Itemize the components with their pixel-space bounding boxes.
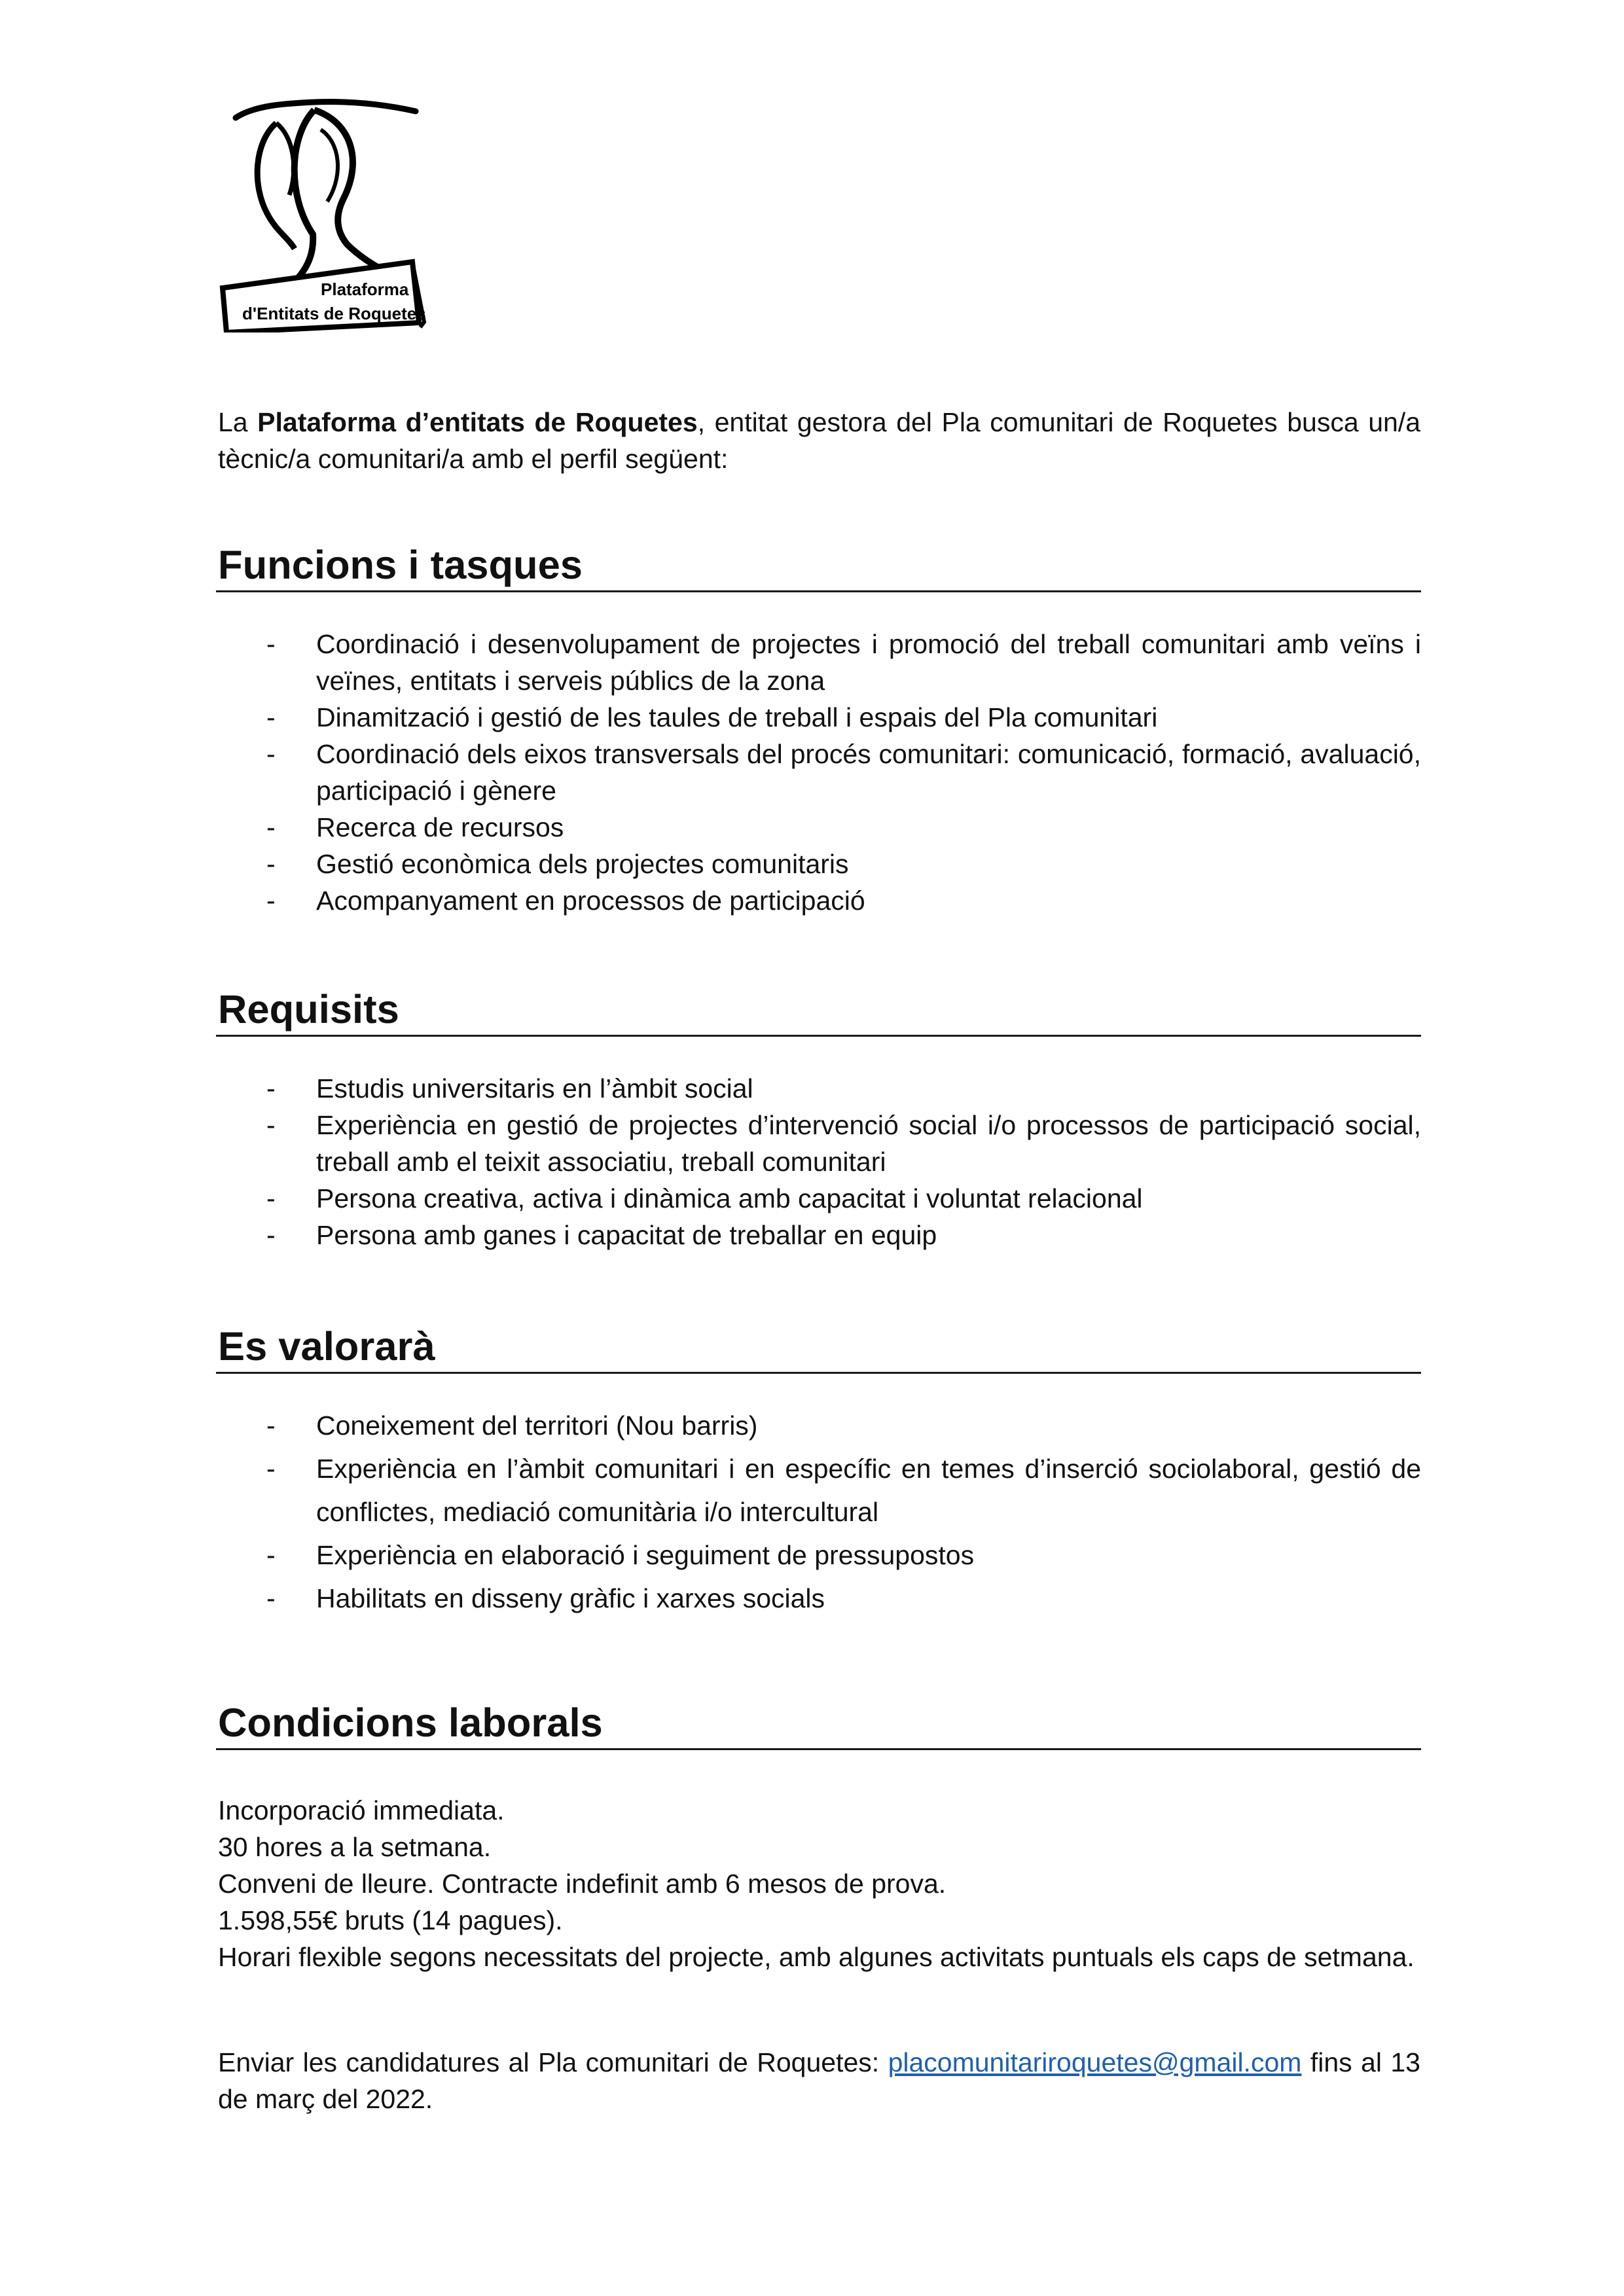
intro-prefix: La [218, 407, 258, 437]
logo-text-line2: d'Entitats de Roquetes [242, 304, 426, 323]
section-title-requisits: Requisits [216, 992, 1421, 1037]
list-dash: - [266, 739, 276, 769]
list-item: - Experiència en l’àmbit comunitari i en específic en temes d’inserció sociolaboral, gestió de conflictes, mediació comunitària i/o intercultural [216, 1447, 1421, 1534]
list-dash: - [266, 1110, 276, 1140]
list-item: - Coneixement del territori (Nou barris) [216, 1404, 1421, 1447]
logo-text-line1: Plataforma [321, 279, 409, 299]
list-item: - Experiència en elaboració i seguiment de pressupostos [216, 1534, 1421, 1577]
section-title-funcions: Funcions i tasques [216, 547, 1421, 592]
list-item: - Recerca de recursos [216, 809, 1421, 846]
list-dash: - [266, 849, 276, 879]
list-dash: - [266, 1540, 276, 1570]
roquetes-logo-icon [216, 97, 429, 332]
condicio-line: Horari flexible segons necessitats del projecte, amb algunes activitats puntuals els caps de setmana. [218, 1942, 1415, 1972]
funcions-list [216, 626, 1421, 919]
section-valorara [216, 1324, 1421, 1613]
cta-paragraph [218, 2044, 1420, 2117]
list-dash: - [266, 1454, 276, 1484]
list-item: - Persona creativa, activa i dinàmica amb capacitat i voluntat relacional [216, 1180, 1421, 1217]
list-dash: - [266, 1183, 276, 1213]
list-item: - Coordinació dels eixos transversals del procés comunitari: comunicació, formació, avaluació, participació i gènere [216, 736, 1421, 809]
condicio-line: 1.598,55€ bruts (14 pagues). [218, 1905, 563, 1935]
org-name: Plataforma d’entitats de Roquetes [257, 407, 698, 437]
list-dash: - [266, 1073, 276, 1103]
list-dash: - [266, 886, 276, 916]
list-item: - Experiència en gestió de projectes d’intervenció social i/o processos de participació social, treball amb el teixit associatiu, treball comunitari [216, 1107, 1421, 1180]
list-dash: - [266, 812, 276, 842]
list-item: - Coordinació i desenvolupament de projectes i promoció del treball comunitari amb veïns i veïnes, entitats i serveis públics de la zona [216, 626, 1421, 699]
cta-text-before: Enviar les candidatures al Pla comunitari de Roquetes: [218, 2047, 888, 2077]
list-item: - Persona amb ganes i capacitat de treballar en equip [216, 1217, 1421, 1253]
condicio-line: 30 hores a la setmana. [218, 1832, 492, 1862]
section-funcions [216, 543, 1421, 916]
list-dash: - [266, 629, 276, 659]
list-item: - Acompanyament en processos de participació [216, 882, 1421, 919]
intro-paragraph [218, 404, 1420, 477]
condicio-line: Incorporació immediata. [218, 1795, 505, 1825]
list-item: - Dinamització i gestió de les taules de treball i espais del Pla comunitari [216, 699, 1421, 736]
section-condicions [216, 1700, 1421, 1750]
list-dash: - [266, 1583, 276, 1613]
condicio-line: Conveni de lleure. Contracte indefinit amb 6 mesos de prova. [218, 1869, 947, 1899]
condicions-text [218, 1792, 1420, 1975]
section-requisits [216, 987, 1421, 1250]
list-dash: - [266, 702, 276, 732]
valorara-list [216, 1404, 1421, 1620]
list-item: - Gestió econòmica dels projectes comunitaris [216, 846, 1421, 882]
email-link[interactable]: placomunitariroquetes@gmail.com [888, 2047, 1302, 2077]
section-title-valorara: Es valorarà [216, 1329, 1421, 1374]
cta-text-after: fins al 13 de març del 2022. [218, 2047, 1420, 2114]
intro-text: , entitat gestora del Pla comunitari de Roquetes busca un/a tècnic/a comunitari/a amb el perfil següent: [218, 407, 1420, 474]
list-dash: - [266, 1220, 276, 1250]
list-item: - Habilitats en disseny gràfic i xarxes socials [216, 1577, 1421, 1620]
section-title-condicions: Condicions laborals [216, 1705, 1421, 1750]
list-dash: - [266, 1410, 276, 1441]
requisits-list [216, 1070, 1421, 1253]
list-item: - Estudis universitaris en l’àmbit social [216, 1070, 1421, 1107]
